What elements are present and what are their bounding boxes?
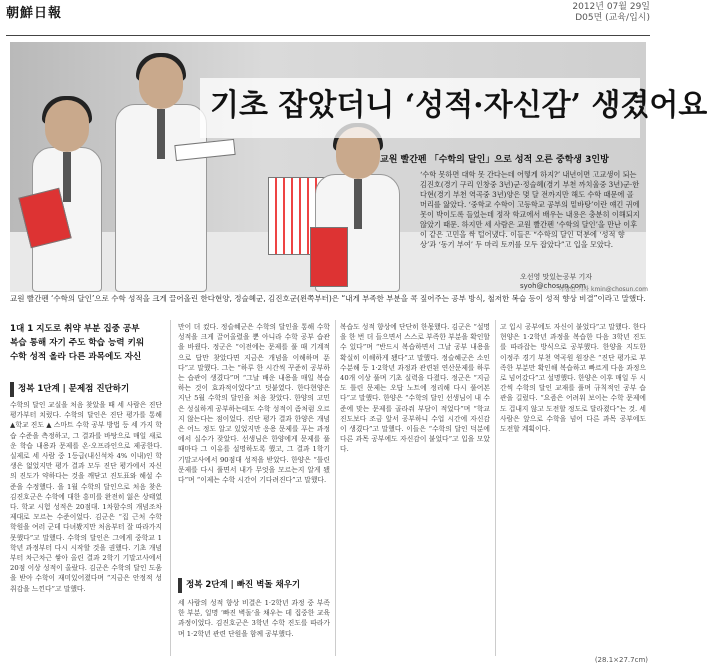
column-divider xyxy=(495,320,496,656)
section-line: D05면 (교육/입시) xyxy=(575,13,650,23)
student-right-tie xyxy=(354,179,362,229)
body-column-3: 복습도 성적 향상에 단단히 한몫했다. 김군은 “설명을 한 번 더 들으면서 스스로 부족한 부분을 확인할 수 있다”며 “반드시 복습하면서 그날 공부 내용을 확실히 이해하게 됐다”고 말했다. 정슬혜군은 소인수분해 등 1·2학년 과정과 관련된 연산문제를 하루 40개 이상 풀며 기초 실력을 다졌다. 정군은 “지금도 틀린 문제는 오답 노트에 정리해 다시 풀어본다”고 말했다. 한양은 “수학의 달인 선생님이 내 수준에 맞는 문제를 골라줘 부담이 적었다”며 “학교 진도보다 조금 앞서 공부하니 수업 시간에 자신감이 생겼다”고 말했다. 이들은 “수학의 달인 덕분에 다른 과목 공부에도 자신감이 붙었다”고 입을 모았다. xyxy=(340,323,490,454)
section-heading-step1: 정복 1단계 | 문제점 진단하기 xyxy=(10,382,162,397)
body-column-1: 수학의 달인 교실을 처음 찾았을 때 세 사람은 진단 평가부터 치렀다. 수학의 달인은 진단 평가를 통해 ▲학교 진도 ▲ 스마트 수학 공부 방법 등 세 가지 학습 수준을 측정하고, 그 결과를 바탕으로 매일 새로운 학습 내용과 문제를 온·오프라인으로 제공한다. 실제로 세 사람 중 1등급(내신석차 4% 이내)인 학생은 없었지만 평가 결과 모두 진단 평가에서 자신의 진도가 약하다는 것을 깨닫고 진도표와 해설 수준을 수정했다. 을 1월 수학의 달인으로 처음 찾은 김진호군은 수학에 대한 흥미를 완전히 잃은 상태였다. 학교 시험 성적은 20점대. 1차함수의 개념조차 제대로 모르는 수준이었다. 김군은 “집 근처 수학 학원을 여러 군데 다녀봤지만 처음부터 잘 따라가지 못했다”고 말했다. 수학의 달인은 그에게 중학교 1학년 과정부터 다시 시작할 것을 권했다. 기초 개념부터 차근차근 쌓아 올린 결과 2학기 기말고사에서 20점 이상 성적이 올랐다. 김군은 수학의 달인 도움을 받아 수학이 재미있어졌다며 “지금은 안정적 성취감을 느낀다”고 말했다. xyxy=(10,401,162,593)
body-column-4: 고 입시 공부에도 자신이 붙었다”고 말했다. 한다현양은 1·2학년 과정을 복습한 다음 3학년 진도를 따라잡는 방식으로 공부했다. 한양을 지도한 이정주 경기 부천 역곡원 원장은 “진단 평가로 부족한 부분만 확인해 복습하고 빠르게 다음 과정으로 넘어갔다”고 설명했다. 한양은 이후 매일 두 시간씩 수학의 달인 교재를 풀며 규칙적인 공부 습관을 길렀다. “요즘은 어려워 보이는 수학 문제에도 겁내지 않고 도전할 정도로 달라졌다”는 것. 세 사람은 앞으로 수학을 넘어 다른 과목 공부에도 도전할 계획이다. xyxy=(500,323,646,434)
deck-line: 1대 1 지도로 취약 부분 집중 공부 xyxy=(10,324,140,334)
column-divider xyxy=(335,320,336,656)
student-left-tie xyxy=(63,152,71,202)
column-divider xyxy=(170,320,171,656)
deck-line: 수학 성적 올라 다른 과목에도 자신 xyxy=(10,352,142,362)
date-line: 2012년 07월 29일 xyxy=(572,2,650,12)
student-center xyxy=(115,104,207,292)
article-subhead: 교원 빨간펜 「수학의 달인」으로 성적 오른 중학생 3인방 xyxy=(380,155,609,165)
deck-line: 복습 통해 자기 주도 학습 능력 키워 xyxy=(10,338,145,348)
article-byline: 오선영 맛있는공부 기자 syoh@chosun.com xyxy=(520,273,593,290)
date-section-line xyxy=(572,2,650,24)
article-headline: 기초 잡았더니 ‘성적·자신감’ 생겼어요 xyxy=(200,78,640,138)
masthead xyxy=(6,2,650,36)
newspaper-logo: 朝鮮日報 xyxy=(6,6,63,21)
book-right xyxy=(310,227,348,287)
student-center-tie xyxy=(157,109,165,159)
article-deck xyxy=(10,322,162,364)
student-center-head xyxy=(139,57,183,109)
photo-credit: 이경민 기자 kmin@chosun.com xyxy=(558,286,648,293)
article-lead: ‘수학 못하면 대학 못 간다는데 어떻게 하지?’ 내년이면 고교생이 되는 김진호(경기 구리 인창중 3년)군·정슬혜(경기 부천 까치울중 3년)군·한다현(경기 부천 역곡중 3년)양은 몇 달 전까지만 해도 수학 때문에 골머리를 앓았다. ‘중학교 수학이 고등학교 공부의 밑바탕’이란 얘긴 귀에 못이 박이도록 들었는데 정작 학교에서 배우는 내용은 충분히 이해되지 않았기 때문. 하지만 세 사람은 교원 빨간펜 ‘수학의 달인’을 만난 이후 이 같은 고민을 싹 털어냈다. 이들은 “수학의 달인 덕분에 ‘성적 향상’과 ‘동기 부여’ 두 마리 토끼를 모두 잡았다”고 입을 모았다. xyxy=(420,170,640,249)
body-column-2b: 세 사람의 성적 향상 비결은 1·2학년 과정 중 부족한 부분, 일명 ‘빠진 벽돌’을 채우는 데 집중한 교육 과정이었다. 김진호군은 3학년 수학 진도를 따라가며 1·2학년 관련 단원을 함께 공부했다. xyxy=(178,599,330,638)
clipping-size: (28.1×27.7cm) xyxy=(594,656,648,664)
student-left-head xyxy=(45,100,89,152)
photo-caption: 교원 빨간펜 ‘수학의 달인’으로 수학 성적을 크게 끌어올린 한다현양, 정슬혜군, 김진호군(왼쪽부터)은 “내게 부족한 부분을 콕 짚어주는 공부 방식, 철저한 복습 등이 성적 향상 비결”이라고 말했다. xyxy=(10,294,646,303)
body-column-2: 만이 더 컸다. 정슬혜군은 수학의 달인을 통해 수학 성적을 크게 끌어올렸을 뿐 아니라 수학 공부 습관을 바꿨다. 정군은 “이전에는 문제를 풀 때 기계적으로 답만 찾았다면 지금은 개념을 이해하며 푼다”고 말했다. 그는 “하루 한 시간씩 꾸준히 공부하는 습관이 생겼다”며 “그날 배운 내용을 매일 복습하는 것이 효과적이었다”고 덧붙였다. 한다현양은 지난 5월 수학의 달인을 처음 찾았다. 한양의 고민은 성실하게 공부하는데도 수학 성적이 좀처럼 오르지 않는다는 점이었다. 진단 평가 결과 한양은 개념은 어느 정도 알고 있었지만 응용 문제를 푸는 과정에서 실수가 잦았다. 선생님은 한양에게 문제를 풀 때마다 그 이유를 설명하도록 했고, 그 결과 1학기 기말고사에서 90점대 성적을 받았다. 한양은 “틀린 문제를 다시 풀면서 내가 무엇을 모르는지 알게 됐다”며 “이제는 수학 시간이 기다려진다”고 말했다. xyxy=(178,323,330,485)
section-heading-step2: 정복 2단계 | 빠진 벽돌 채우기 xyxy=(178,578,330,593)
